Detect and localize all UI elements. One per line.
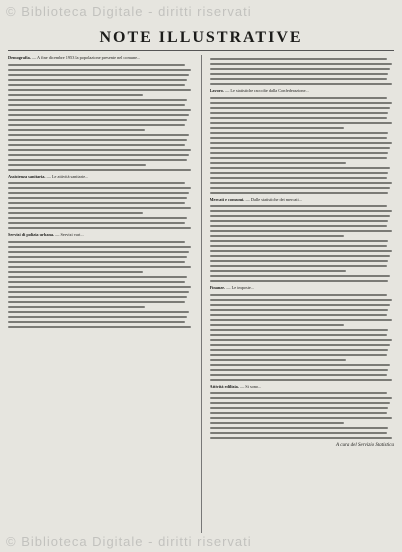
text-line xyxy=(210,78,387,80)
text-line xyxy=(8,276,187,278)
right-column xyxy=(210,55,395,533)
text-line xyxy=(210,102,393,104)
text-line xyxy=(8,296,187,298)
illegible-text-block xyxy=(8,241,193,328)
text-line xyxy=(210,177,387,179)
text-line xyxy=(8,84,185,86)
text-line xyxy=(210,250,393,252)
illegible-text-block xyxy=(210,392,395,439)
text-line xyxy=(210,329,389,331)
section-polizia xyxy=(8,232,193,238)
text-line xyxy=(8,291,189,293)
text-line xyxy=(210,299,393,301)
text-line xyxy=(210,225,387,227)
illegible-text-block xyxy=(210,58,395,85)
left-column xyxy=(8,55,193,533)
text-line xyxy=(8,144,185,146)
section-assistenza xyxy=(8,174,193,180)
text-line xyxy=(210,309,389,311)
text-line xyxy=(8,149,191,151)
text-line xyxy=(210,112,389,114)
text-line xyxy=(210,374,387,376)
text-line xyxy=(210,63,393,65)
text-line xyxy=(210,162,347,164)
text-line xyxy=(8,109,191,111)
text-line xyxy=(8,182,185,184)
text-line xyxy=(8,192,189,194)
text-line xyxy=(210,392,387,394)
text-line xyxy=(210,68,391,70)
illegible-text-block xyxy=(210,294,395,381)
text-line xyxy=(210,417,393,419)
text-line xyxy=(8,94,143,96)
section-text: — Servizi vari... xyxy=(55,232,84,238)
text-line xyxy=(8,241,185,243)
text-line xyxy=(210,280,389,282)
text-line xyxy=(8,154,189,156)
text-line xyxy=(210,107,391,109)
text-line xyxy=(210,122,393,124)
text-line xyxy=(210,215,391,217)
text-line xyxy=(210,369,389,371)
text-line xyxy=(8,266,191,268)
text-line xyxy=(8,246,191,248)
section-heading: Attività edilizia. xyxy=(209,383,239,389)
column-divider xyxy=(201,55,202,533)
text-line xyxy=(8,261,185,263)
text-line xyxy=(210,167,391,169)
section-lavoro xyxy=(210,88,395,94)
text-line xyxy=(210,427,389,429)
text-line xyxy=(210,157,387,159)
section-heading: Servizi di polizia urbana. xyxy=(8,232,55,238)
illegible-text-block xyxy=(8,64,193,171)
text-line xyxy=(210,319,393,321)
text-line xyxy=(210,364,391,366)
text-line xyxy=(8,79,187,81)
text-line xyxy=(8,124,185,126)
text-line xyxy=(8,217,187,219)
illegible-text-block xyxy=(210,97,395,194)
text-line xyxy=(210,147,391,149)
section-heading: Finanze. xyxy=(209,285,226,291)
text-line xyxy=(8,197,187,199)
text-line xyxy=(210,359,347,361)
text-line xyxy=(8,321,185,323)
text-line xyxy=(210,142,393,144)
text-line xyxy=(8,326,191,328)
text-line xyxy=(8,134,189,136)
text-line xyxy=(8,89,191,91)
text-line xyxy=(210,412,387,414)
section-demografia xyxy=(8,55,193,61)
text-line xyxy=(210,407,389,409)
text-line xyxy=(8,187,191,189)
text-line xyxy=(210,117,387,119)
section-heading: Lavoro. xyxy=(209,88,224,93)
text-line xyxy=(210,402,391,404)
text-line xyxy=(210,255,391,257)
section-heading: Assistenza sanitaria. xyxy=(8,173,46,179)
text-line xyxy=(210,304,391,306)
text-line xyxy=(8,69,191,71)
text-line xyxy=(210,230,393,232)
text-line xyxy=(210,344,391,346)
section-heading: Demografia. xyxy=(8,55,31,60)
text-line xyxy=(210,240,389,242)
text-line xyxy=(210,349,389,351)
text-line xyxy=(8,74,189,76)
text-line xyxy=(8,306,145,308)
text-line xyxy=(210,245,387,247)
section-attivita xyxy=(210,384,395,390)
section-heading: Mercati e consumi. xyxy=(209,196,245,202)
text-line xyxy=(8,286,191,288)
text-line xyxy=(8,311,189,313)
text-line xyxy=(8,104,185,106)
text-line xyxy=(8,251,189,253)
section-mercati xyxy=(210,197,395,203)
text-line xyxy=(8,139,187,141)
text-line xyxy=(210,339,393,341)
text-line xyxy=(210,397,393,399)
text-line xyxy=(210,192,389,194)
text-line xyxy=(8,207,191,209)
text-line xyxy=(8,129,145,131)
text-line xyxy=(210,235,345,237)
text-line xyxy=(210,270,347,272)
text-line xyxy=(8,222,185,224)
text-line xyxy=(8,301,185,303)
text-line xyxy=(210,432,387,434)
text-line xyxy=(210,275,391,277)
text-line xyxy=(8,169,191,171)
text-line xyxy=(8,202,185,204)
text-line xyxy=(210,314,387,316)
text-line xyxy=(8,164,146,166)
section-text: — Dalle statistiche dei mercati... xyxy=(245,196,302,202)
text-line xyxy=(8,119,187,121)
text-line xyxy=(8,64,185,66)
text-line xyxy=(8,271,143,273)
page-title: NOTE ILLUSTRATIVE xyxy=(99,29,303,46)
text-line xyxy=(210,83,393,85)
text-columns xyxy=(8,55,394,533)
text-line xyxy=(210,354,387,356)
illegible-text-block xyxy=(8,182,193,229)
text-line xyxy=(210,260,389,262)
text-line xyxy=(8,114,189,116)
text-line xyxy=(210,220,389,222)
text-line xyxy=(210,137,387,139)
text-line xyxy=(8,316,187,318)
text-line xyxy=(210,132,389,134)
text-line xyxy=(8,99,187,101)
text-line xyxy=(8,256,187,258)
text-line xyxy=(210,127,345,129)
text-line xyxy=(210,187,391,189)
text-line xyxy=(210,294,387,296)
section-finanze xyxy=(210,285,395,291)
section-text: — Si sono... xyxy=(239,383,262,389)
text-line xyxy=(8,159,187,161)
text-line xyxy=(210,182,393,184)
title-rule xyxy=(8,50,394,51)
illegible-text-block xyxy=(210,205,395,282)
text-line xyxy=(210,210,393,212)
text-line xyxy=(210,58,387,60)
text-line xyxy=(8,227,191,229)
text-line xyxy=(210,422,345,424)
text-line xyxy=(8,281,185,283)
section-text: — Le statistiche raccolte dalla Confederazione... xyxy=(224,88,309,93)
section-text: — A fine dicembre 1953 la popolazione presente nel comune... xyxy=(31,55,141,60)
text-line xyxy=(210,97,387,99)
text-line xyxy=(210,172,389,174)
text-line xyxy=(210,205,387,207)
text-line xyxy=(8,212,143,214)
text-line xyxy=(210,379,393,381)
text-line xyxy=(210,152,389,154)
footer-credit: A cura del Servizio Statistica xyxy=(336,443,394,449)
text-line xyxy=(210,324,345,326)
text-line xyxy=(210,265,387,267)
text-line xyxy=(210,73,389,75)
text-line xyxy=(210,437,393,439)
text-line xyxy=(210,334,387,336)
section-text: — Le attività sanitarie... xyxy=(46,173,89,179)
watermark-bottom: © Biblioteca Digitale - diritti riservati xyxy=(6,534,252,549)
watermark-top: © Biblioteca Digitale - diritti riservati xyxy=(6,4,252,19)
section-text: — Le imposte... xyxy=(226,285,255,291)
